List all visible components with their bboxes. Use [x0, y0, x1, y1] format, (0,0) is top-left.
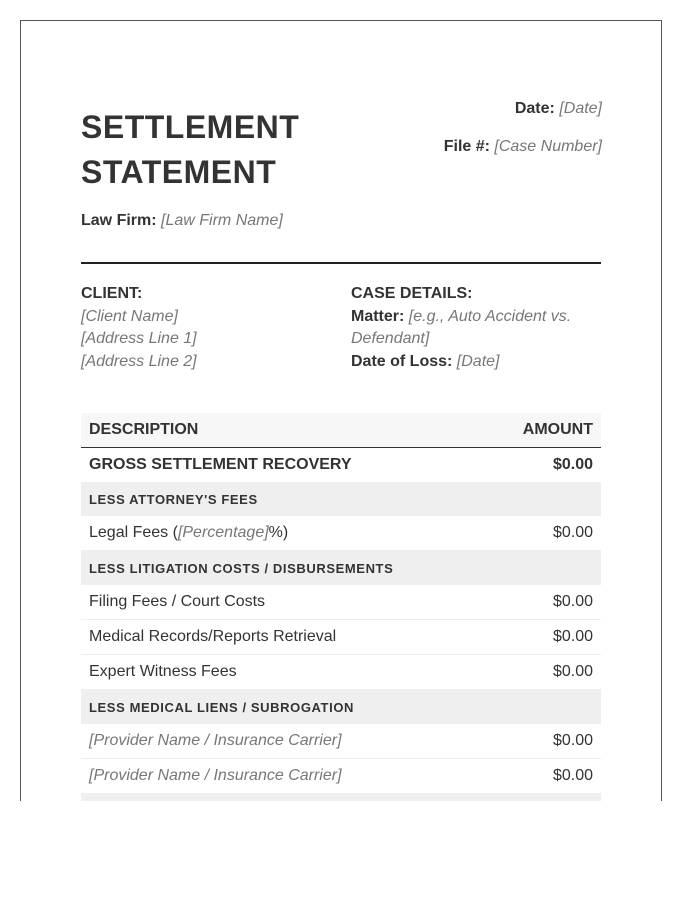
row-amount: $0.00: [478, 620, 601, 655]
row-description: Medical Records/Reports Retrieval: [81, 620, 478, 655]
row-description: Filing Fees / Court Costs: [81, 585, 478, 620]
document-page: [20, 20, 662, 801]
client-block: [81, 283, 331, 373]
table-row: [81, 620, 601, 655]
title-line-1: SETTLEMENT: [81, 109, 300, 145]
case-details-block: [351, 283, 601, 373]
section-label: LESS ATTORNEY'S FEES: [81, 482, 601, 516]
row-amount: $0.00: [478, 585, 601, 620]
date-label: Date:: [514, 100, 555, 117]
row-amount: $0.00: [478, 655, 601, 690]
legal-fees-prefix: Legal Fees (: [89, 524, 178, 541]
title-line-2: STATEMENT: [81, 154, 277, 190]
file-number-row: [422, 135, 602, 158]
section-header-medical-liens: [81, 690, 601, 725]
gross-settlement-amount: $0.00: [552, 456, 593, 473]
client-name: [Client Name]: [81, 307, 178, 325]
row-description: [Provider Name / Insurance Carrier]: [81, 759, 478, 794]
table-header-row: [81, 413, 601, 448]
file-number-value: [Case Number]: [494, 138, 602, 155]
document-title: [81, 105, 299, 195]
gross-settlement-label: GROSS SETTLEMENT RECOVERY: [89, 456, 352, 473]
gross-settlement-row: [81, 448, 601, 483]
table-row-cut-off: [81, 794, 601, 802]
matter-value: [e.g., Auto Accident vs. Defendant]: [351, 307, 572, 347]
amount-column-header: AMOUNT: [478, 413, 601, 448]
date-value: [Date]: [559, 100, 602, 117]
section-header-attorney-fees: [81, 482, 601, 516]
date-of-loss-row: [351, 351, 601, 374]
law-firm-label: Law Firm:: [81, 212, 157, 229]
header-divider: [81, 262, 601, 264]
table-row: [81, 655, 601, 690]
law-firm-value: [Law Firm Name]: [161, 212, 283, 229]
legal-fees-percentage: [Percentage]: [177, 524, 269, 541]
file-number-label: File #:: [443, 138, 490, 155]
client-heading: CLIENT:: [81, 285, 143, 302]
section-header-litigation-costs: [81, 551, 601, 586]
table-row: [81, 724, 601, 759]
cut-off-cell: [81, 794, 601, 802]
matter-label: Matter:: [351, 307, 405, 325]
table-row: [81, 759, 601, 794]
law-firm-row: [81, 212, 283, 230]
date-row: [422, 97, 602, 120]
settlement-table: [81, 413, 601, 801]
row-amount: $0.00: [478, 759, 601, 794]
legal-fees-amount: $0.00: [478, 516, 601, 551]
row-amount: $0.00: [478, 724, 601, 759]
row-description: [Provider Name / Insurance Carrier]: [81, 724, 478, 759]
date-of-loss-value: [Date]: [456, 352, 500, 370]
client-address-line-1: [Address Line 1]: [81, 330, 197, 347]
legal-fees-suffix: %): [268, 524, 289, 541]
document-meta: [422, 97, 602, 173]
section-label: LESS MEDICAL LIENS / SUBROGATION: [81, 690, 601, 725]
legal-fees-description: [81, 516, 478, 551]
case-details-heading: CASE DETAILS:: [351, 285, 473, 302]
table-row: [81, 516, 601, 551]
section-label: LESS LITIGATION COSTS / DISBURSEMENTS: [81, 551, 601, 586]
row-description: Expert Witness Fees: [81, 655, 478, 690]
date-of-loss-label: Date of Loss:: [351, 352, 453, 370]
description-column-header: DESCRIPTION: [81, 413, 478, 448]
matter-row: [351, 306, 601, 351]
table-row: [81, 585, 601, 620]
client-address-line-2: [Address Line 2]: [81, 352, 197, 370]
